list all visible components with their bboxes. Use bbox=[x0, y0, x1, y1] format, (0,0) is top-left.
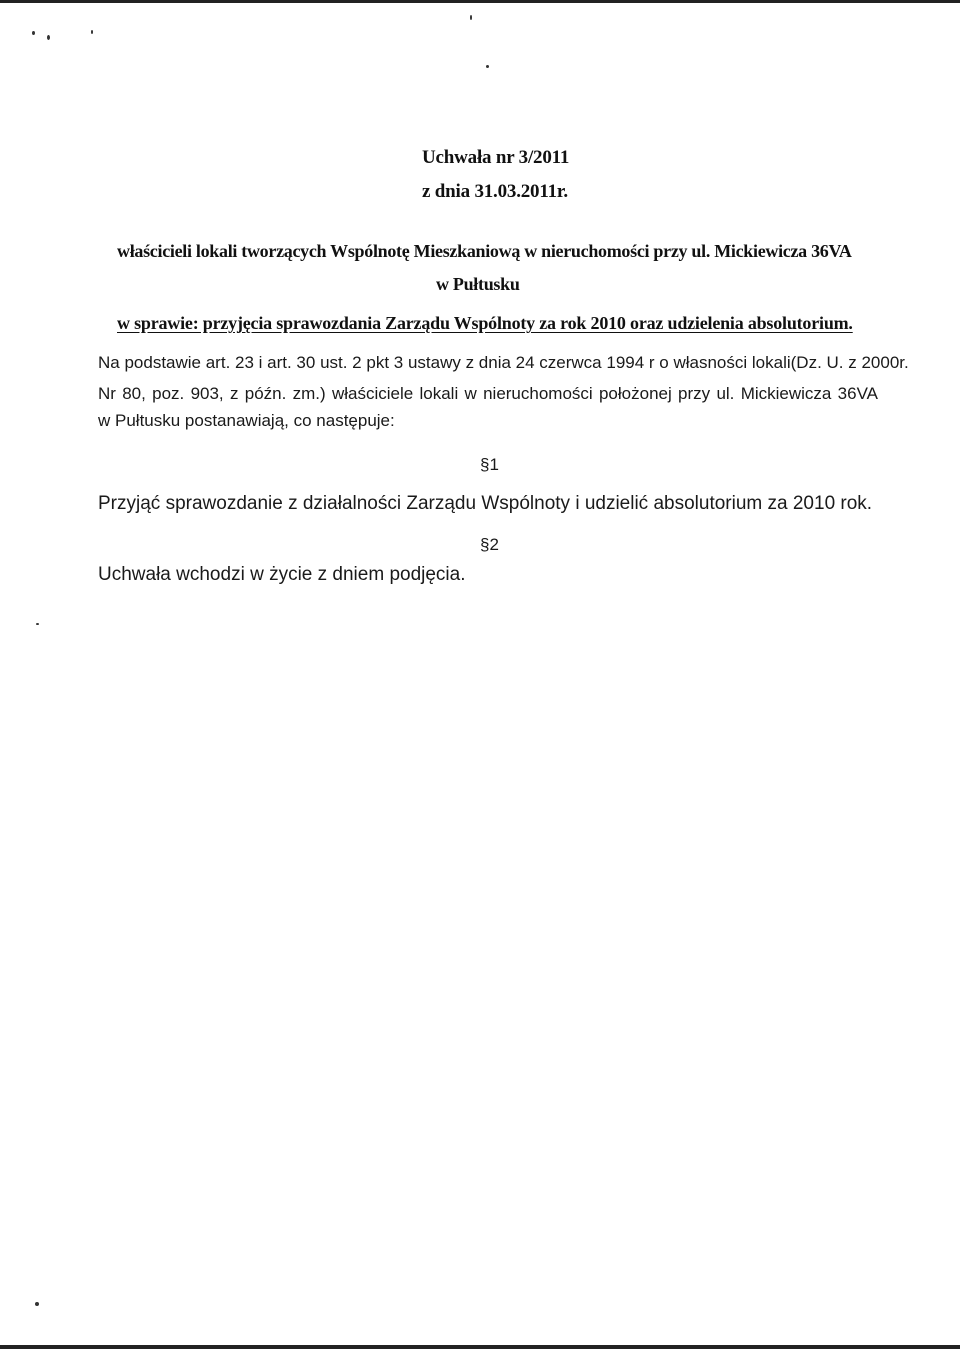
scan-speck bbox=[91, 30, 93, 34]
scan-bottom-edge bbox=[0, 1345, 960, 1349]
resolution-title: Uchwała nr 3/2011 bbox=[422, 147, 570, 168]
section-2-label: §2 bbox=[480, 535, 499, 554]
legal-basis-line-3: w Pułtusku postanawiają, co następuje: bbox=[98, 411, 395, 430]
owners-line: właścicieli lokali tworzących Wspólnotę Mieszkaniową w nieruchomości przy ul. Mickiewicza 36VA bbox=[117, 241, 852, 261]
scan-top-edge bbox=[0, 0, 960, 3]
resolution-date: z dnia 31.03.2011r. bbox=[422, 181, 568, 202]
scan-speck bbox=[486, 65, 489, 68]
scan-speck bbox=[36, 623, 39, 625]
section-2-text: Uchwała wchodzi w życie z dniem podjęcia. bbox=[98, 564, 466, 585]
scan-speck bbox=[47, 35, 50, 40]
scan-speck bbox=[32, 31, 35, 35]
scan-speck bbox=[35, 1302, 39, 1306]
scan-speck bbox=[470, 15, 472, 20]
legal-basis-line-2: Nr 80, poz. 903, z późn. zm.) właściciele lokali w nieruchomości położonej przy ul. Mickiewicza 36VA bbox=[98, 384, 878, 403]
location-line: w Pułtusku bbox=[436, 274, 520, 294]
resolution-subject: w sprawie: przyjęcia sprawozdania Zarządu Wspólnoty za rok 2010 oraz udzielenia absolutorium. bbox=[117, 313, 853, 333]
section-1-label: §1 bbox=[480, 455, 499, 474]
legal-basis-line-1: Na podstawie art. 23 i art. 30 ust. 2 pkt 3 ustawy z dnia 24 czerwca 1994 r o własności lokali(Dz. U. z 2000r. bbox=[98, 353, 909, 372]
section-1-text: Przyjąć sprawozdanie z działalności Zarządu Wspólnoty i udzielić absolutorium za 2010 rok. bbox=[98, 493, 873, 514]
